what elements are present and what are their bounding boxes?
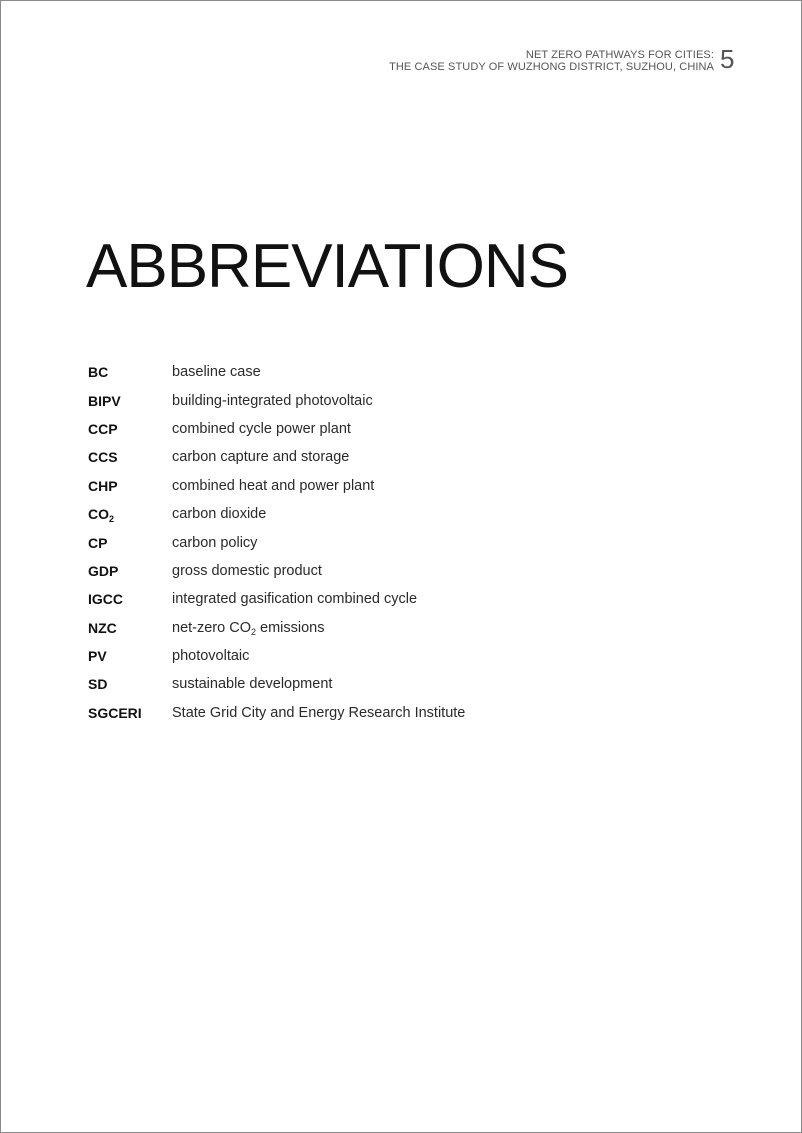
abbreviation-row	[88, 642, 465, 670]
abbreviation-definition: carbon policy	[172, 534, 258, 551]
abbreviation-definition	[172, 620, 325, 636]
abbreviation-term: CCS	[88, 449, 118, 466]
definition-text: net-zero CO	[172, 619, 251, 636]
abbreviation-row	[88, 472, 465, 500]
abbreviation-list	[88, 358, 465, 727]
abbreviation-term: CCP	[88, 420, 118, 437]
definition-subscript: 2	[250, 626, 256, 637]
abbreviation-definition: carbon dioxide	[172, 506, 267, 523]
header-subtitle-line: THE CASE STUDY OF WUZHONG DISTRICT, SUZHOU, CHINA	[389, 61, 714, 73]
abbreviation-term	[88, 506, 172, 525]
abbreviation-term: BC	[88, 364, 109, 381]
abbreviation-row	[88, 557, 465, 585]
abbreviation-row	[88, 670, 465, 698]
abbreviation-definition: baseline case	[172, 364, 261, 381]
header-title-line: NET ZERO PATHWAYS FOR CITIES:	[525, 49, 714, 61]
abbreviation-row	[88, 585, 465, 613]
abbreviation-definition: sustainable development	[172, 676, 333, 693]
page-title: ABBREVIATIONS	[86, 232, 568, 301]
page-number: 5	[720, 44, 735, 74]
abbreviation-row	[88, 358, 465, 386]
abbreviation-definition: combined heat and power plant	[172, 477, 375, 494]
running-header	[389, 49, 714, 73]
abbreviation-definition: photovoltaic	[172, 648, 250, 665]
abbreviation-term: SD	[88, 676, 108, 693]
abbreviation-term: SGCERI	[88, 704, 142, 721]
abbreviation-row	[88, 386, 465, 414]
abbreviation-definition: State Grid City and Energy Research Institute	[172, 704, 466, 721]
abbreviation-definition: combined cycle power plant	[172, 420, 351, 437]
abbreviation-term: CHP	[88, 477, 118, 494]
term-subscript: 2	[109, 514, 115, 525]
abbreviation-row	[88, 500, 465, 528]
abbreviation-term: BIPV	[88, 392, 121, 409]
abbreviation-row	[88, 443, 465, 471]
abbreviation-term: NZC	[88, 619, 117, 636]
abbreviation-term: PV	[88, 648, 107, 665]
abbreviation-row	[88, 614, 465, 642]
abbreviation-row	[88, 415, 465, 443]
abbreviation-row	[88, 528, 465, 556]
abbreviation-term: GDP	[88, 562, 119, 579]
term-text: CO	[88, 506, 109, 523]
abbreviation-definition: gross domestic product	[172, 562, 322, 579]
abbreviation-term: IGCC	[88, 591, 123, 608]
abbreviation-definition: carbon capture and storage	[172, 449, 350, 466]
definition-text-end: emissions	[256, 619, 325, 636]
abbreviation-definition: integrated gasification combined cycle	[172, 591, 418, 608]
abbreviation-definition: building-integrated photovoltaic	[172, 392, 373, 409]
abbreviation-term: CP	[88, 534, 108, 551]
abbreviation-row	[88, 699, 465, 727]
